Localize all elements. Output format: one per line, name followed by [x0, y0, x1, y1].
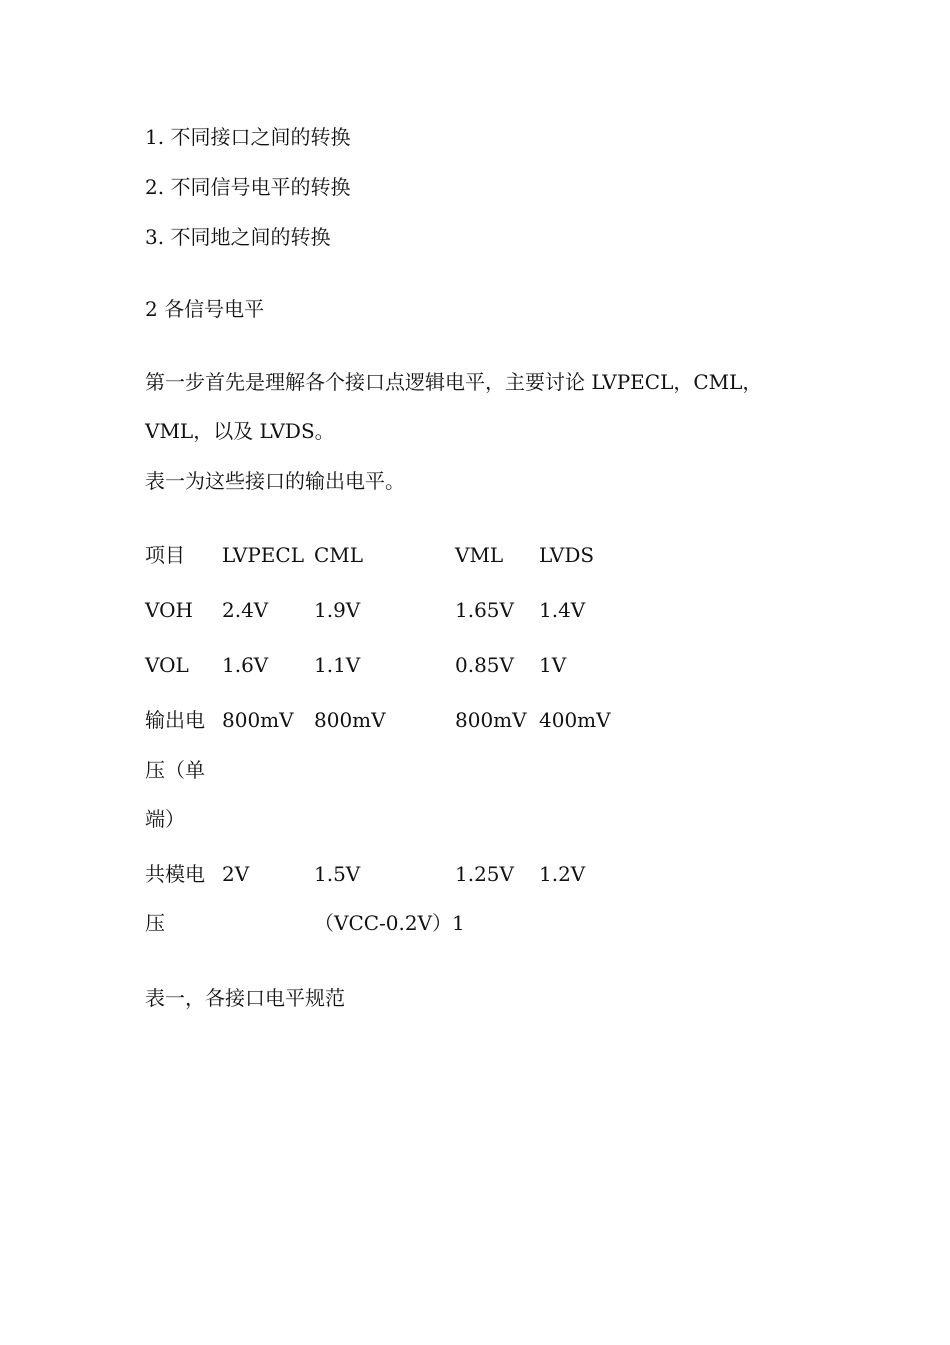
table-row-label: VOH: [145, 598, 193, 622]
table-cell: 800mV: [222, 708, 294, 732]
section-heading: 2 各信号电平: [145, 297, 265, 321]
table-row-label: 输出电: [145, 708, 205, 732]
table-cell: 1.4V: [539, 598, 586, 622]
table-header-cell: VML: [455, 543, 504, 567]
table-cell: 1V: [539, 653, 567, 677]
table-cell: 2V: [222, 862, 250, 886]
table-cell: 1.25V: [455, 862, 514, 886]
table-cell: 400mV: [539, 708, 611, 732]
table-cell: 1.65V: [455, 598, 514, 622]
paragraph-line: VML，以及 LVDS。: [145, 419, 335, 443]
table-header-cell: LVPECL: [222, 543, 304, 567]
table-row-label: 共模电: [145, 862, 205, 886]
table-header-cell: 项目: [145, 543, 185, 567]
table-cell: 2.4V: [222, 598, 269, 622]
table-cell: 1.2V: [539, 862, 586, 886]
table-row-label: 压（单: [145, 758, 205, 782]
table-cell: 0.85V: [455, 653, 514, 677]
table-intro: 表一为这些接口的输出电平。: [145, 469, 405, 493]
table-cell: 1.6V: [222, 653, 269, 677]
list-item: 2. 不同信号电平的转换: [145, 175, 351, 199]
table-row-label: VOL: [145, 653, 189, 677]
table-header-cell: LVDS: [539, 543, 595, 567]
table-header-cell: CML: [314, 543, 364, 567]
table-caption: 表一，各接口电平规范: [145, 986, 345, 1010]
table-cell: 800mV: [314, 708, 386, 732]
table-cell: 1.5V: [314, 862, 361, 886]
paragraph-line: 第一步首先是理解各个接口点逻辑电平，主要讨论 LVPECL，CML，: [145, 370, 763, 394]
table-cell: 800mV: [455, 708, 527, 732]
table-cell: 1.1V: [314, 653, 361, 677]
list-item: 1. 不同接口之间的转换: [145, 125, 351, 149]
table-row-label: 端）: [145, 807, 185, 831]
table-row-label: 压: [145, 911, 165, 935]
table-cell: 1.9V: [314, 598, 361, 622]
table-cell-note: （VCC-0.2V）1: [314, 911, 465, 935]
list-item: 3. 不同地之间的转换: [145, 225, 331, 249]
